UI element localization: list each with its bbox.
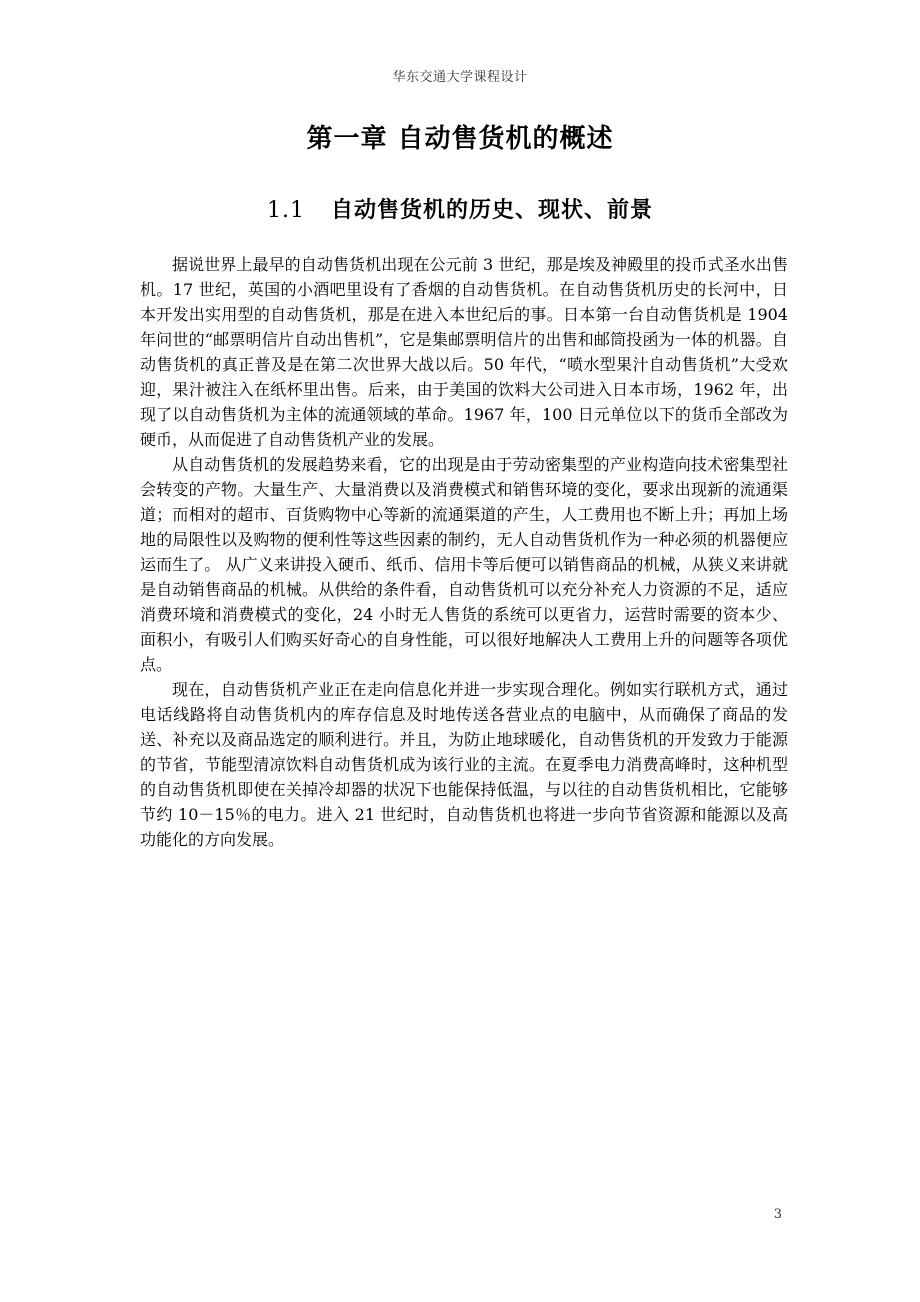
section-title: 自动售货机的历史、现状、前景	[330, 198, 653, 223]
chapter-title: 第一章 自动售货机的概述	[306, 124, 614, 154]
running-header: 华东交通大学课程设计	[392, 70, 528, 85]
page-number: 3	[773, 1207, 782, 1222]
body-text	[140, 252, 788, 852]
paragraph-history: 据说世界上最早的自动售货机出现在公元前 3 世纪，那是埃及神殿里的投币式圣水出售机。17 世纪，英国的小酒吧里设有了香烟的自动售货机。在自动售货机历史的长河中，日本开发出实用型的自动售货机，那是在进入本世纪后的事。日本第一台自动售货机是 1904 年问世的“邮票明信片自动出售机”，它是集邮票明信片的出售和邮筒投函为一体的机器。自动售货机的真正普及是在第二次世界大战以后。50 年代，“喷水型果汁自动售货机”大受欢迎，果汁被注入在纸杯里出售。后来，由于美国的饮料大公司进入日本市场，1962 年，出现了以自动售货机为主体的流通领域的革命。1967 年，100 日元单位以下的货币全部改为硬币，从而促进了自动售货机产业的发展。	[140, 255, 788, 449]
paragraph-current: 现在，自动售货机产业正在走向信息化并进一步实现合理化。例如实行联机方式，通过电话线路将自动售货机内的库存信息及时地传送各营业点的电脑中，从而确保了商品的发送、补充以及商品选定的顺利进行。并且，为防止地球暖化，自动售货机的开发致力于能源的节省，节能型清凉饮料自动售货机成为该行业的主流。在夏季电力消费高峰时，这种机型的自动售货机即使在关掉冷却器的状况下也能保持低温，与以往的自动售货机相比，它能够节约 10－15％的电力。进入 21 世纪时，自动售货机也将进一步向节省资源和能源以及高功能化的方向发展。	[140, 680, 788, 849]
section-heading	[0, 193, 920, 224]
paragraph-trend: 从自动售货机的发展趋势来看，它的出现是由于劳动密集型的产业构造向技术密集型社会转变的产物。大量生产、大量消费以及消费模式和销售环境的变化，要求出现新的流通渠道；而相对的超市、百货购物中心等新的流通渠道的产生，人工费用也不断上升；再加上场地的局限性以及购物的便利性等这些因素的制约，无人自动售货机作为一种必须的机器便应运而生了。 从广义来讲投入硬币、纸币、信用卡等后便可以销售商品的机械，从狭义来讲就是自动销售商品的机械。从供给的条件看，自动售货机可以充分补充人力资源的不足，适应消费环境和消费模式的变化，24 小时无人售货的系统可以更省力，运营时需要的资本少、面积小，有吸引人们购买好奇心的自身性能，可以很好地解决人工费用上升的问题等各项优点。	[140, 455, 788, 674]
section-number: 1.1	[266, 198, 305, 223]
